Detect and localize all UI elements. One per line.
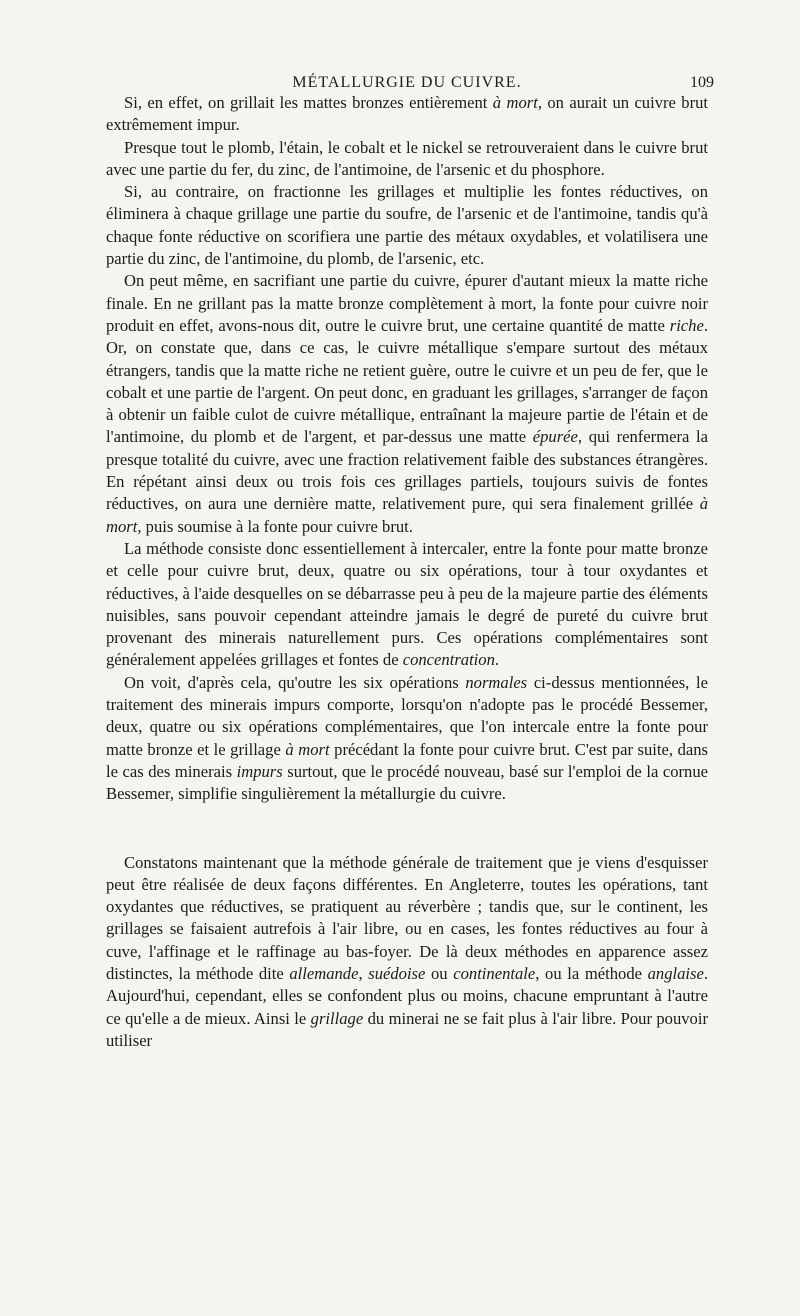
paragraph <box>106 672 708 806</box>
italic-run: riche <box>669 315 704 335</box>
paragraph <box>106 137 708 182</box>
italic-run: concentration <box>402 650 495 670</box>
text-run: . <box>494 650 500 670</box>
text-run: . Or, on constate que, dans ce cas, le cuivre métallique s'empare surtout des métaux étrangers, tandis que la matte riche ne retient guère, outre le cuivre et un peu de fer, que le cobalt et une partie de l'argent. On peut donc, en graduant les grillages, s'arranger de façon à obtenir un faible culot de cuivre métallique, entraînant la majeure partie de l'étain et de l'antimoine, du plomb et de l'argent, et par-dessus une matte <box>106 315 708 447</box>
text-run: , puis soumise à la fonte pour cuivre brut. <box>137 516 413 536</box>
text-run: ou <box>425 963 454 983</box>
italic-run: épurée <box>532 427 578 447</box>
text-run: du minerai ne se fait plus à l'air libre. Pour pouvoir utiliser <box>106 1008 708 1050</box>
text-run: , qui renfermera la presque totalité du cuivre, avec une fraction relativement faible des substances étrangères. En répétant ainsi deux ou trois fois ces grillages partiels, toujours suivis de fontes réductives, on aura une dernière matte, relativement pure, qui sera finalement grillée <box>106 427 708 514</box>
text-run: , <box>358 963 369 983</box>
italic-run: à mort <box>492 93 538 112</box>
continued-text <box>106 852 708 1053</box>
italic-run: allemande <box>289 963 359 983</box>
text-run: précédant la fonte pour cuivre brut. C'est par suite, dans le cas des minerais <box>106 739 708 781</box>
text-run: Si, au contraire, on fractionne les grillages et multiplie les fontes réductives, on éliminera à chaque grillage une partie du soufre, de l'arsenic et de l'antimoine, tandis qu'à chaque fonte réductive on scorifiera une partie des métaux oxydables, et volatilisera une partie du zinc, de l'antimoine, du plomb, de l'arsenic, etc. <box>106 182 708 269</box>
text-run: On peut même, en sacrifiant une partie du cuivre, épurer d'autant mieux la matte riche finale. En ne grillant pas la matte bronze complètement à mort, la fonte pour cuivre noir produit en effet, avons-nous dit, outre le cuivre brut, une certaine quantité de matte <box>106 271 708 335</box>
italic-run: anglaise <box>647 963 704 983</box>
paragraph <box>106 852 708 1053</box>
text-run: Presque tout le plomb, l'étain, le cobalt et le nickel se retrouveraient dans le cuivre brut avec une partie du fer, du zinc, de l'antimoine, de l'arsenic et du phosphore. <box>106 137 708 179</box>
italic-run: à mort <box>106 494 708 536</box>
text-run: La méthode consiste donc essentiellement à intercaler, entre la fonte pour matte bronze et celle pour cuivre brut, deux, quatre ou six opérations, tour à tour oxydantes et réductives, à l'aide desquelles on se débarrasse peu à peu de la majeure partie des éléments nuisibles, sans pouvoir cependant atteindre jamais le degré de pureté du cuivre brut provenant des minerais naturellement purs. Ces opérations complémentaires sont généralement appelées grillages et fontes de <box>106 538 708 670</box>
paragraph <box>106 92 708 137</box>
text-run: surtout, que le procédé nouveau, basé sur l'emploi de la cornue Bessemer, simplifie singulièrement la métallurgie du cuivre. <box>106 761 709 804</box>
italic-run: grillage <box>310 1008 364 1028</box>
paragraph <box>106 538 708 672</box>
running-title: MÉTALLURGIE DU CUIVRE. <box>292 74 522 91</box>
italic-run: suédoise <box>368 963 426 983</box>
italic-run: impurs <box>236 761 283 781</box>
text-run: On voit, d'après cela, qu'outre les six opérations <box>124 672 466 692</box>
text-run: , on aurait un cuivre brut extrêmement impur. <box>106 93 709 135</box>
paragraph <box>106 270 708 538</box>
text-run: , ou la méthode <box>535 963 648 983</box>
main-text <box>106 92 708 806</box>
italic-run: à mort <box>285 739 330 759</box>
text-run: . Aujourd'hui, cependant, elles se confondent plus ou moins, chacune empruntant à l'autre ce qu'elle a de mieux. Ainsi le <box>106 963 709 1028</box>
running-header <box>106 64 714 92</box>
text-run: Si, en effet, on grillait les mattes bronzes entièrement <box>124 93 493 112</box>
paragraph <box>106 181 708 270</box>
italic-run: normales <box>465 672 528 692</box>
page-number: 109 <box>690 74 714 91</box>
text-run: Constatons maintenant que la méthode générale de traitement que je viens d'esquisser peut être réalisée de deux façons différentes. En Angleterre, toutes les opérations, tant oxydantes que réductives, se pratiquent au réverbère ; tandis que, sur le continent, les grillages se faisaient autrefois à l'air libre, ou en cases, les fontes réductives au four à cuve, l'affinage et le raffinage au bas-foyer. De là deux méthodes en apparence assez distinctes, la méthode dite <box>106 852 708 983</box>
text-run: ci-dessus mentionnées, le traitement des minerais impurs comporte, lorsqu'on n'adopte pas le procédé Bessemer, deux, quatre ou six opérations complémentaires, que l'on intercale entre la fonte pour matte bronze et le grillage <box>106 672 708 759</box>
italic-run: continentale <box>453 963 536 983</box>
